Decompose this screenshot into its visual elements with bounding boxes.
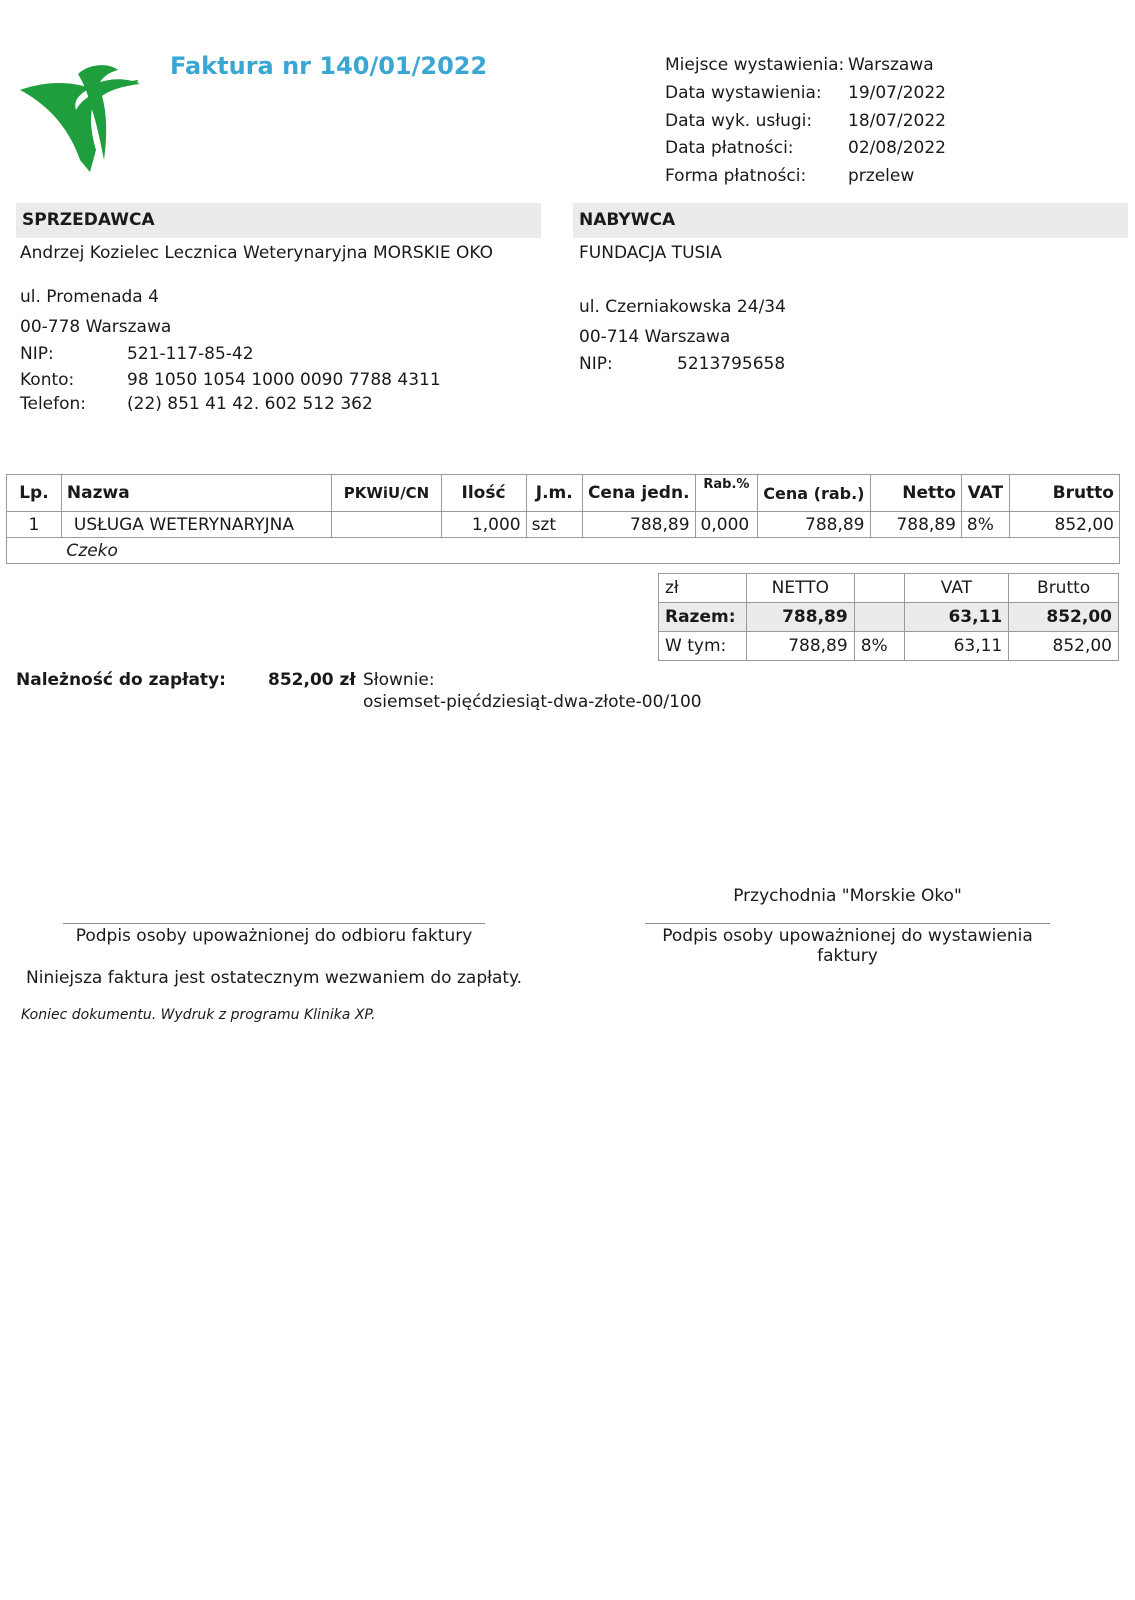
cell-jm: szt	[526, 512, 582, 538]
clinic-logo	[18, 60, 143, 178]
seller-heading: SPRZEDAWCA	[16, 203, 541, 238]
summary-total-vat: 63,11	[904, 603, 1009, 632]
signature-line-left	[63, 923, 485, 924]
seller-konto	[20, 370, 441, 390]
payment-due-amount: 852,00 zł	[268, 670, 356, 690]
meta-label: Forma płatności:	[665, 166, 807, 187]
col-header: Lp.	[7, 475, 62, 512]
cell-brutto: 852,00	[1009, 512, 1119, 538]
seller-nip	[20, 344, 254, 364]
col-header: Cena (rab.)	[758, 475, 870, 512]
buyer-nip-label: NIP:	[579, 354, 613, 374]
meta-label: Data wystawienia:	[665, 82, 822, 103]
buyer-name: FUNDACJA TUSIA	[579, 243, 722, 263]
cell-lp: 1	[7, 512, 62, 538]
signature-caption-left: Podpis osoby upoważnionej do odbioru faktury	[75, 926, 473, 946]
meta-value: Warszawa	[848, 55, 934, 75]
items-table	[6, 474, 1120, 564]
seller-name: Andrzej Kozielec Lecznica Weterynaryjna MORSKIE OKO	[20, 243, 493, 263]
col-header: VAT	[961, 475, 1009, 512]
payment-words-label: Słownie:	[363, 670, 435, 690]
seller-phone	[20, 394, 373, 414]
summary-head-row	[659, 574, 1119, 603]
summary-wtym-rate: 8%	[854, 632, 904, 661]
summary-table	[658, 573, 1119, 661]
end-note: Koniec dokumentu. Wydruk z programu Klinika XP.	[21, 1007, 376, 1023]
meta-value: 02/08/2022	[848, 138, 946, 159]
col-header: Brutto	[1009, 475, 1119, 512]
cell-pkwiu	[332, 512, 441, 538]
meta-label: Miejsce wystawienia:	[665, 55, 845, 75]
table-row	[7, 512, 1120, 538]
seller-phone-value: (22) 851 41 42. 602 512 362	[127, 394, 373, 414]
items-header-row	[7, 475, 1120, 512]
col-header: Netto	[870, 475, 961, 512]
invoice-meta	[665, 52, 946, 191]
signature-caption-right-line1: Podpis osoby upoważnionej do wystawienia	[662, 926, 1033, 946]
meta-label: Data płatności:	[665, 138, 794, 159]
buyer-street: ul. Czerniakowska 24/34	[579, 297, 786, 317]
seller-city: 00-778 Warszawa	[20, 317, 172, 337]
issuer-name: Przychodnia "Morskie Oko"	[733, 886, 962, 906]
meta-label: Data wyk. usługi:	[665, 110, 813, 131]
col-header: Nazwa	[61, 475, 332, 512]
final-notice: Niniejsza faktura jest ostatecznym wezwaniem do zapłaty.	[26, 968, 523, 988]
table-row-note	[7, 538, 1120, 564]
buyer-heading: NABYWCA	[573, 203, 1128, 238]
payment-due-label: Należność do zapłaty:	[16, 670, 226, 690]
summary-head-cell	[854, 574, 904, 603]
meta-row	[665, 52, 946, 80]
signature-caption-right	[645, 926, 1050, 966]
cell-nazwa: USŁUGA WETERYNARYJNA	[61, 512, 332, 538]
summary-total-rate	[854, 603, 904, 632]
summary-head-cell: NETTO	[746, 574, 854, 603]
cell-ilosc: 1,000	[441, 512, 526, 538]
meta-row	[665, 108, 946, 136]
cell-vat: 8%	[961, 512, 1009, 538]
meta-row	[665, 80, 946, 108]
summary-total-row	[659, 603, 1119, 632]
cell-cena: 788,89	[582, 512, 695, 538]
summary-wtym-row	[659, 632, 1119, 661]
summary-total-brutto: 852,00	[1009, 603, 1119, 632]
meta-value: 19/07/2022	[848, 82, 946, 103]
col-header: Ilość	[441, 475, 526, 512]
summary-wtym-label: W tym:	[659, 632, 747, 661]
cell-cena-rab: 788,89	[758, 512, 870, 538]
note-spacer	[7, 538, 62, 564]
col-header: Rab.%	[695, 475, 758, 512]
cell-rab: 0,000	[695, 512, 758, 538]
summary-head-cell: VAT	[904, 574, 1009, 603]
seller-street: ul. Promenada 4	[20, 287, 159, 307]
invoice-title: Faktura nr 140/01/2022	[170, 52, 488, 80]
buyer-nip-value: 5213795658	[677, 354, 786, 374]
col-header: Cena jedn.	[582, 475, 695, 512]
meta-value: 18/07/2022	[848, 110, 946, 131]
col-header: PKWiU/CN	[332, 475, 441, 512]
signature-line-right	[645, 923, 1050, 924]
payment-words: osiemset-pięćdziesiąt-dwa-złote-00/100	[363, 692, 702, 712]
meta-row	[665, 163, 946, 191]
meta-row	[665, 135, 946, 163]
summary-total-netto: 788,89	[746, 603, 854, 632]
signature-caption-right-line2: faktury	[817, 946, 878, 966]
summary-head-cell: Brutto	[1009, 574, 1119, 603]
col-header: J.m.	[526, 475, 582, 512]
seller-phone-label: Telefon:	[20, 394, 87, 414]
buyer-city: 00-714 Warszawa	[579, 327, 731, 347]
summary-wtym-vat: 63,11	[904, 632, 1009, 661]
item-note: Czeko	[61, 538, 1119, 564]
summary-head-cell: zł	[659, 574, 747, 603]
seller-nip-label: NIP:	[20, 344, 54, 364]
summary-wtym-brutto: 852,00	[1009, 632, 1119, 661]
summary-total-label: Razem:	[659, 603, 747, 632]
seller-konto-value: 98 1050 1054 1000 0090 7788 4311	[127, 370, 441, 390]
summary-wtym-netto: 788,89	[746, 632, 854, 661]
cell-netto: 788,89	[870, 512, 961, 538]
buyer-nip	[579, 354, 785, 374]
seller-nip-value: 521-117-85-42	[127, 344, 254, 364]
seller-konto-label: Konto:	[20, 370, 75, 390]
meta-value: przelew	[848, 166, 915, 187]
